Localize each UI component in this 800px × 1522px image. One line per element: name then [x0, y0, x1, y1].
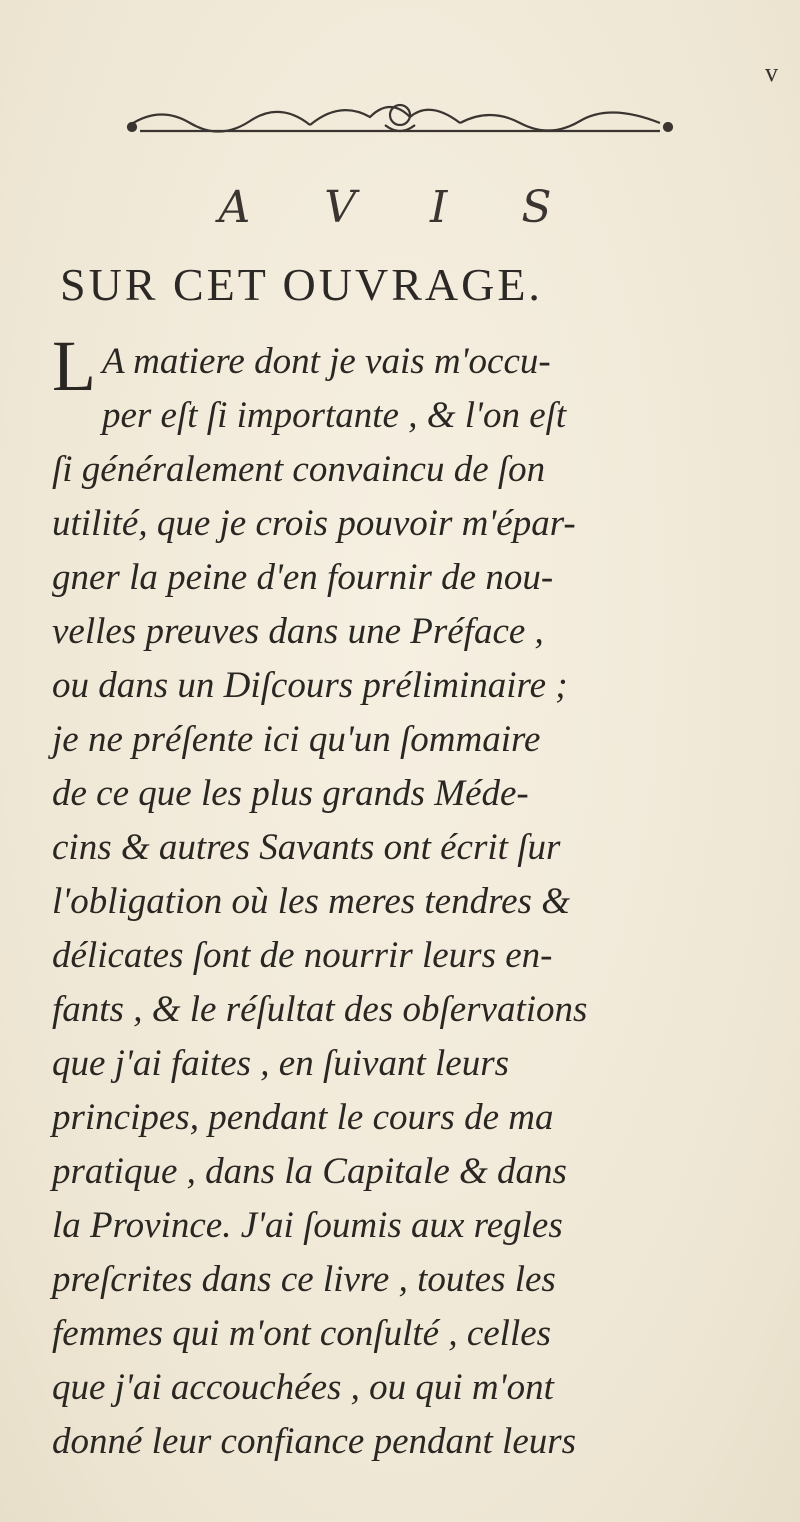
text-line: principes, pendant le cours de ma	[52, 1097, 554, 1138]
text-line: je ne préſente ici qu'un ſommaire	[52, 719, 541, 760]
text-line: velles preuves dans une Préface ,	[52, 611, 544, 652]
text-line: utilité, que je crois pouvoir m'épar-	[52, 503, 576, 544]
text-line: de ce que les plus grands Méde-	[52, 773, 529, 814]
text-line: donné leur confiance pendant leurs	[52, 1421, 577, 1462]
body-text	[52, 326, 772, 1469]
text-line: cins & autres Savants ont écrit ſur	[52, 827, 561, 868]
text-line: ou dans un Diſcours préliminaire ;	[52, 665, 568, 706]
text-line: que j'ai faites , en ſuivant leurs	[52, 1043, 509, 1084]
section-title: A V I S	[218, 182, 582, 233]
text-line: l'obligation où les meres tendres &	[52, 881, 570, 922]
drop-capital: L	[52, 326, 96, 406]
text-line: gner la peine d'en fournir de nou-	[52, 557, 554, 598]
text-line: femmes qui m'ont conſulté , celles	[52, 1313, 552, 1354]
headpiece-ornament-icon	[120, 95, 680, 145]
text-line: per eſt ſi importante , & l'on eſt	[101, 395, 567, 436]
text-line: que j'ai accouchées , ou qui m'ont	[52, 1367, 554, 1408]
text-line: délicates ſont de nourrir leurs en-	[52, 935, 553, 976]
section-subtitle: SUR CET OUVRAGE.	[60, 259, 543, 310]
page-number: v	[765, 58, 778, 87]
text-line: la Province. J'ai ſoumis aux regles	[52, 1205, 563, 1246]
text-line: A matiere dont je vais m'occu-	[101, 341, 551, 382]
text-line: ſi généralement convaincu de ſon	[52, 449, 546, 490]
text-line: fants , & le réſultat des obſervations	[52, 989, 588, 1030]
text-line: preſcrites dans ce livre , toutes les	[52, 1259, 556, 1300]
text-line: pratique , dans la Capitale & dans	[52, 1151, 567, 1192]
